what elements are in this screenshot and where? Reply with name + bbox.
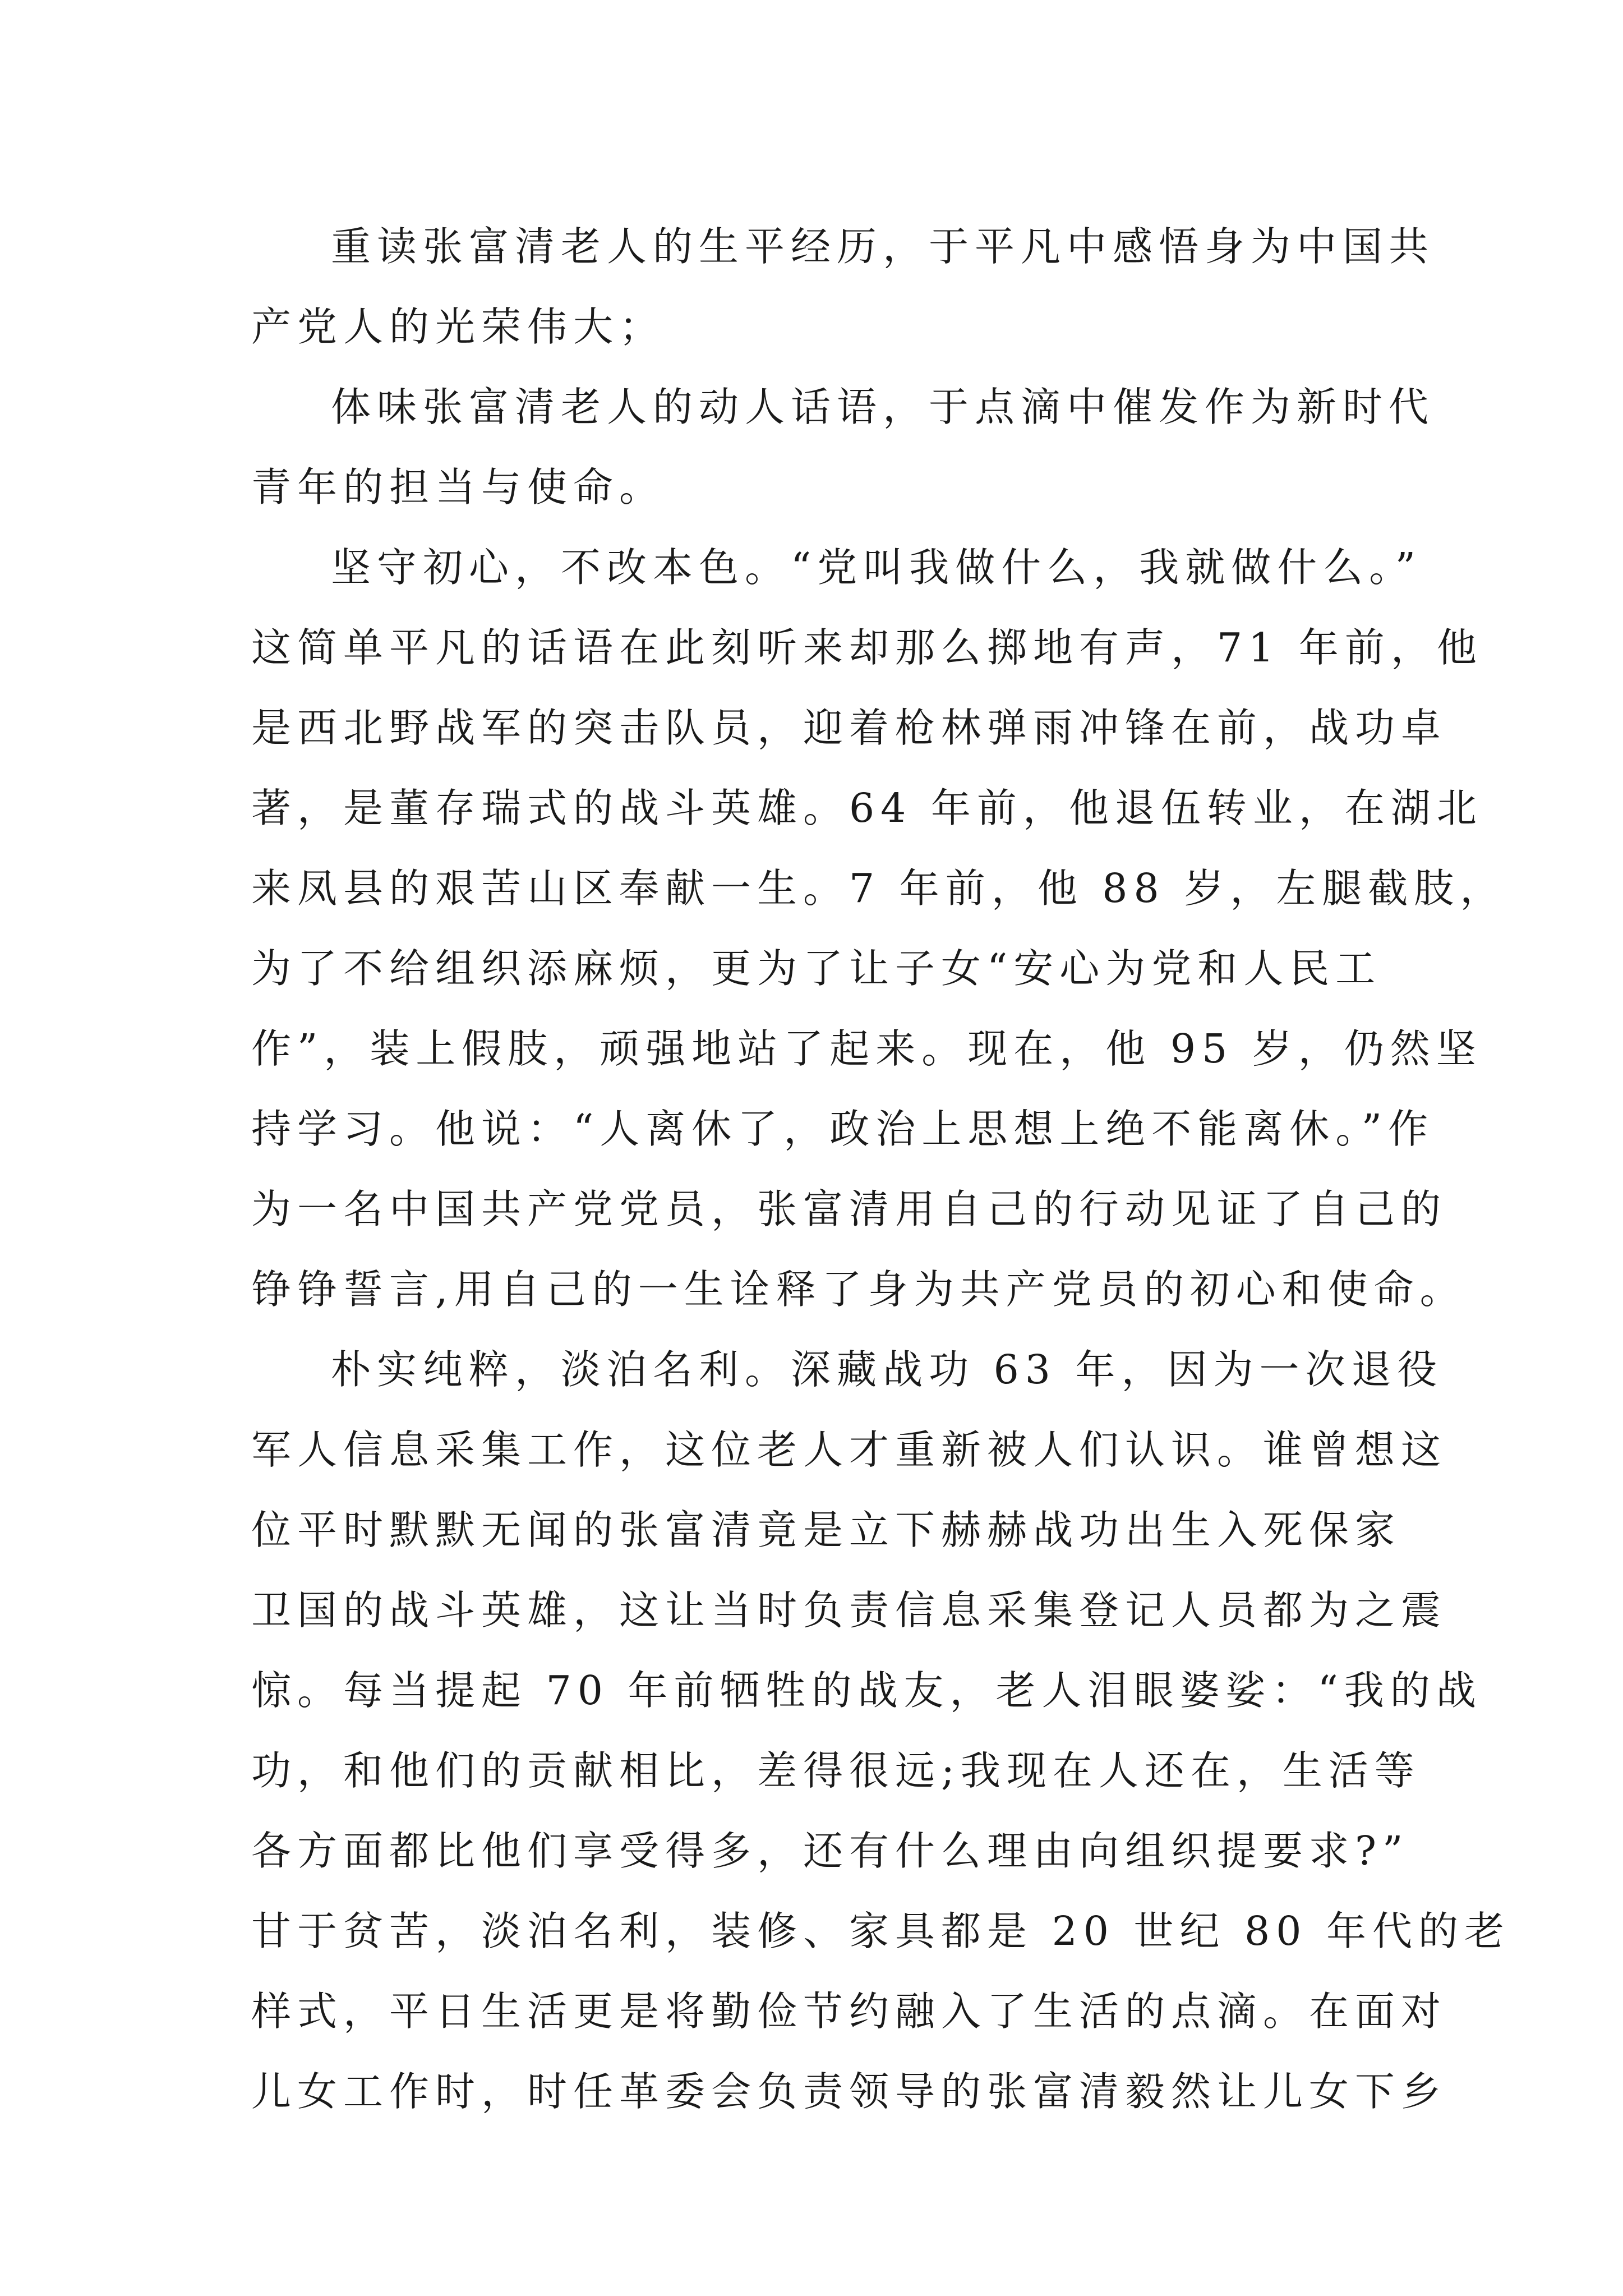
text-line: 持学习。他说：“人离休了，政治上思想上绝不能离休。”作 [251,1106,1435,1152]
text-line: 作”，装上假肢，顽强地站了起来。现在，他 95 岁，仍然坚 [251,1025,1482,1072]
text-line: 为一名中国共产党党员，张富清用自己的行动见证了自己的 [251,1186,1447,1232]
text-line: 著，是董存瑞式的战斗英雄。64 年前，他退伍转业，在湖北 [251,785,1483,831]
text-line: 位平时默默无闻的张富清竟是立下赫赫战功出生入死保家 [251,1507,1401,1553]
text-line: 来凤县的艰苦山区奉献一生。7 年前，他 88 岁，左腿截肢， [251,865,1506,912]
text-line: 体味张富清老人的动人话语，于点滴中催发作为新时代 [331,384,1435,430]
paragraph-2 [251,367,1435,527]
text-line: 样式，平日生活更是将勤俭节约融入了生活的点滴。在面对 [251,1988,1447,2035]
text-line: 这简单平凡的话语在此刻听来却那么掷地有声，71 年前，他 [251,624,1483,671]
paragraph-4 [251,1329,1510,2132]
text-line: 铮铮誓言,用自己的一生诠释了身为共产党员的初心和使命。 [251,1266,1466,1313]
text-line: 坚守初心，不改本色。“党叫我做什么，我就做什么。” [331,544,1422,591]
text-line: 儿女工作时，时任革委会负责领导的张富清毅然让儿女下乡 [251,2068,1447,2115]
text-line: 军人信息采集工作，这位老人才重新被人们认识。谁曾想这 [251,1427,1447,1473]
text-line: 惊。每当提起 70 年前牺牲的战友，老人泪眼婆娑：“我的战 [251,1667,1482,1714]
text-line: 为了不给组织添麻烦，更为了让子女“安心为党和人民工 [251,945,1382,992]
text-line: 功，和他们的贡献相比，差得很远;我现在人还在，生活等 [251,1747,1421,1794]
text-line: 青年的担当与使命。 [251,464,666,510]
text-line: 朴实纯粹，淡泊名利。深藏战功 63 年，因为一次退役 [331,1346,1444,1393]
text-line: 卫国的战斗英雄，这让当时负责信息采集登记人员都为之震 [251,1587,1447,1634]
paragraph-1 [251,206,1435,367]
text-line: 各方面都比他们享受得多，还有什么理由向组织提要求?” [251,1828,1409,1874]
paragraph-3 [251,527,1506,1329]
document-body [251,206,1510,2132]
text-line: 重读张富清老人的生平经历，于平凡中感悟身为中国共 [331,223,1435,270]
text-line: 产党人的光荣伟大； [251,303,666,350]
text-line: 是西北野战军的突击队员，迎着枪林弹雨冲锋在前，战功卓 [251,705,1447,751]
text-line: 甘于贫苦，淡泊名利，装修、家具都是 20 世纪 80 年代的老 [251,1908,1510,1954]
